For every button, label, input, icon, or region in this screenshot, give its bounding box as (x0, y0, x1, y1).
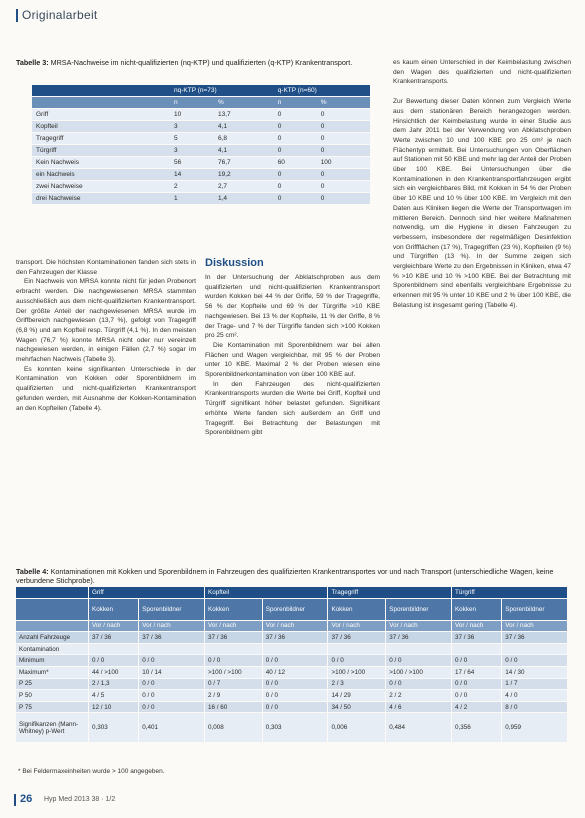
table-row: Tragegriff 5 6,8 0 0 (32, 133, 370, 145)
table3-caption-label: Tabelle 3: (16, 58, 49, 67)
table4-subgroup: Kokken (89, 598, 139, 620)
table3-group-header: q-KTP (n=60) (274, 85, 370, 97)
body-column-left (16, 258, 196, 563)
table4-subgroup: Sporenbildner (262, 598, 328, 620)
paragraph: transport. Die höchsten Kontaminationen fanden sich stets in den Fahrzeugen der Klasse (16, 259, 196, 276)
paragraph: Die Kontamination mit Sporenbildnern war bei allen Flächen und Wagen vergleichbar, mit 95 % der Proben unter 10 KBE. Maximal 2 % der Proben wiesen eine Sporenbildnerkontamination von über 100 KBE auf. (205, 341, 380, 379)
table3-caption (16, 58, 366, 67)
paragraph: es kaum einen Unterschied in der Keimbelastung zwischen den Wagen des qualifizierten und nicht-qualifizierten Krankentransports. (393, 59, 571, 86)
table4-group-header: Tragegriff (328, 587, 451, 598)
table3-subheader: n (274, 97, 317, 109)
table-row: P 25 2 / 1,3 0 / 0 0 / 7 0 / 0 2 / 3 0 / 0 0 / 0 1 / 7 (16, 678, 568, 690)
table-row: zwei Nachweise 2 2,7 0 0 (32, 181, 370, 193)
table-row: Signifikanzen (Mann-Whitney) p-Wert 0,303 0,401 0,008 0,303 0,006 0,484 0,356 0,959 (16, 713, 568, 743)
paragraph: In den Fahrzeugen des nicht-qualifizierten Krankentransports wurden die Werte bei Griff, Kopfteil und Türgriff signifikant höher belastet gefunden. Signifikant erhöhte Werte fanden sich außerdem an Griff und Tragegriff. Bei Betrachtung der Belastungen mit Sporenbildnern gibt (205, 380, 380, 437)
header-accent-bar (16, 9, 18, 22)
table-row: Anzahl Fahrzeuge 37 / 36 37 / 36 37 / 36 37 / 36 37 / 36 37 / 36 37 / 36 37 / 36 (16, 632, 568, 644)
table-row: Maximum* 44 / >100 10 / 14 >100 / >100 40 / 12 >100 / >100 >100 / >100 17 / 64 14 / 30 (16, 666, 568, 678)
table4 (16, 587, 568, 743)
table4-subgroup: Kokken (328, 598, 386, 620)
journal-info: Hyp Med 2013 38 · 1/2 (44, 796, 116, 803)
table-row: Türgriff 3 4,1 0 0 (32, 145, 370, 157)
table-row: Griff 10 13,7 0 0 (32, 109, 370, 121)
table4-caption (16, 567, 571, 585)
paragraph: Ein Nachweis von MRSA konnte nicht für jeden Probenort erbracht werden. Die nachgewiesenen MRSA stammten ausschließlich aus dem nicht-qualifizierten Krankentransport. Der größte Anteil der nachgewiesenen MRSA wurde im Griffbereich nachgewiesen (13,7 %), gefolgt von Tragegriff (6,8 %) und am Kopfteil resp. Türgriff (4,1 %). In den meisten Wagen (76,7 %) konnte MRSA nicht oder nur vereinzelt nachgewiesen werden, in einigen Fällen (2,7 %) sogar im mehrfachen Nachweis (Tabelle 3). (16, 278, 196, 364)
table-row: P 50 4 / 5 0 / 0 2 / 9 0 / 0 14 / 29 2 / 2 0 / 0 4 / 0 (16, 690, 568, 702)
table4-footnote: * Bei Feldermaxeinheiten wurde > 100 angegeben. (18, 768, 165, 775)
table-row: Kontamination (16, 643, 568, 655)
table3-caption-text: MRSA-Nachweise im nicht-qualifizierten (nq-KTP) und qualifizierten (q-KTP) Krankentransport. (48, 58, 353, 67)
vor-nach-label: Vor / nach (205, 620, 263, 632)
body-column-middle (205, 273, 380, 563)
table4-subgroup: Sporenbildner (502, 598, 568, 620)
table-row: ein Nachweis 14 19,2 0 0 (32, 169, 370, 181)
table4-subgroup: Kokken (451, 598, 501, 620)
paragraph: In der Untersuchung der Abklatschproben aus dem qualifizierten und nicht-qualifizierten Krankentransport wurden Kokken bei 44 % der Griffe, 59 % der Tragegriffe, 56 % der Kopfteile und 69 % der Türgriffe >10 KBE nachgewiesen. Bei 13 % der Kopfteile, 11 % der Griffe, 8 % der Trage- und 7 % der Türgriffe fanden sich >100 Kokken pro 25 cm². (205, 274, 380, 340)
page-number: 26 (20, 793, 33, 805)
vor-nach-label: Vor / nach (386, 620, 452, 632)
section-heading: Diskussion (205, 257, 264, 269)
body-column-right (393, 58, 571, 563)
table3-subheader: % (214, 97, 274, 109)
table4-group-header: Griff (89, 587, 205, 598)
vor-nach-label: Vor / nach (139, 620, 205, 632)
table-row: Minimum 0 / 0 0 / 0 0 / 0 0 / 0 0 / 0 0 / 0 0 / 0 0 / 0 (16, 655, 568, 667)
table-row: P 75 12 / 10 0 / 0 16 / 60 0 / 0 34 / 50 4 / 6 4 / 2 8 / 0 (16, 701, 568, 713)
table-row: drei Nachweise 1 1,4 0 0 (32, 193, 370, 205)
vor-nach-label: Vor / nach (328, 620, 386, 632)
section-label: Originalarbeit (22, 8, 98, 22)
table3-subheader: % (317, 97, 370, 109)
table3-group-header: nq-KTP (n=73) (170, 85, 274, 97)
vor-nach-label: Vor / nach (451, 620, 501, 632)
table4-group-header: Türgriff (451, 587, 567, 598)
paragraph: Es konnten keine signifikanten Unterschiede in der Kontamination von Kokken oder Sporenbildnern im qualifizierten und nicht-qualifizierten Krankentransport gefunden werden, mit Ausnahme der Kokken-Kontamination an den Kopfteilen (Tabelle 4). (16, 365, 196, 412)
vor-nach-label: Vor / nach (89, 620, 139, 632)
table-row: Kein Nachweis 56 76,7 60 100 (32, 157, 370, 169)
table-row: Kopfteil 3 4,1 0 0 (32, 121, 370, 133)
table4-caption-text: Kontaminationen mit Kokken und Sporenbildnern in Fahrzeugen des qualifizierten Krankentransportes vor und nach Transport (unterschiedliche Wagen, keine verbundene Stichprobe). (16, 567, 554, 585)
table4-subgroup: Sporenbildner (139, 598, 205, 620)
table3 (32, 85, 370, 205)
vor-nach-label: Vor / nach (262, 620, 328, 632)
table4-subgroup: Sporenbildner (386, 598, 452, 620)
table4-caption-label: Tabelle 4: (16, 567, 49, 576)
footer-accent-bar (14, 794, 16, 806)
table3-subheader: n (170, 97, 214, 109)
table4-group-header: Kopfteil (205, 587, 328, 598)
vor-nach-label: Vor / nach (502, 620, 568, 632)
table4-subgroup: Kokken (205, 598, 263, 620)
paragraph: Zur Bewertung dieser Daten können zum Vergleich Werte aus dem stationären Bereich herangezogen werden. Hinsichtlich der Keimbelastung wurde in einer Studie aus dem Jahr 2011 bei der Verwendung von Abklatschproben Werte zwischen 10 und 100 KBE pro 25 cm² je nach Flächentyp ermittelt. Bei Untersuchungen von Oberflächen auf Stationen mit 50 KBE und mehr lag der Anteil der Proben über 100 KBE. Bei Untersuchungen über die Kontaminationen in den Krankentransportfahrzeugen ergibt sich ein vergleichbares Bild, mit Kokken in 54 % der Proben über 10 KBE und 10 % über 100 KBE. Im Vergleich mit den Daten aus Kliniken liegen die Werte der Transportwagen im mittleren Bereich. Dennoch sind hier weitere Maßnahmen notwendig, um die Hygiene in diesen Fahrzeugen zu verbessern, insbesondere der regelmäßigen Desinfektion von Griffflächen (17 %), Tragegriffen (23 %), Kopfteilen (9 %) und Türgriffen (13 %). In der Summe zeigen sich vergleichbare Werte zu den Ergebnissen in Kliniken, etwa 47 % >10 KBE und 10 % >100 KBE. Bei der Betrachtung mit Sporenbildnern sind ebenfalls vergleichbare Ergebnisse zu erkennen mit 95 % unter 10 KBE und 2 % über 100 KBE, die Belastung ist insgesamt gering (Tabelle 4). (393, 98, 571, 309)
